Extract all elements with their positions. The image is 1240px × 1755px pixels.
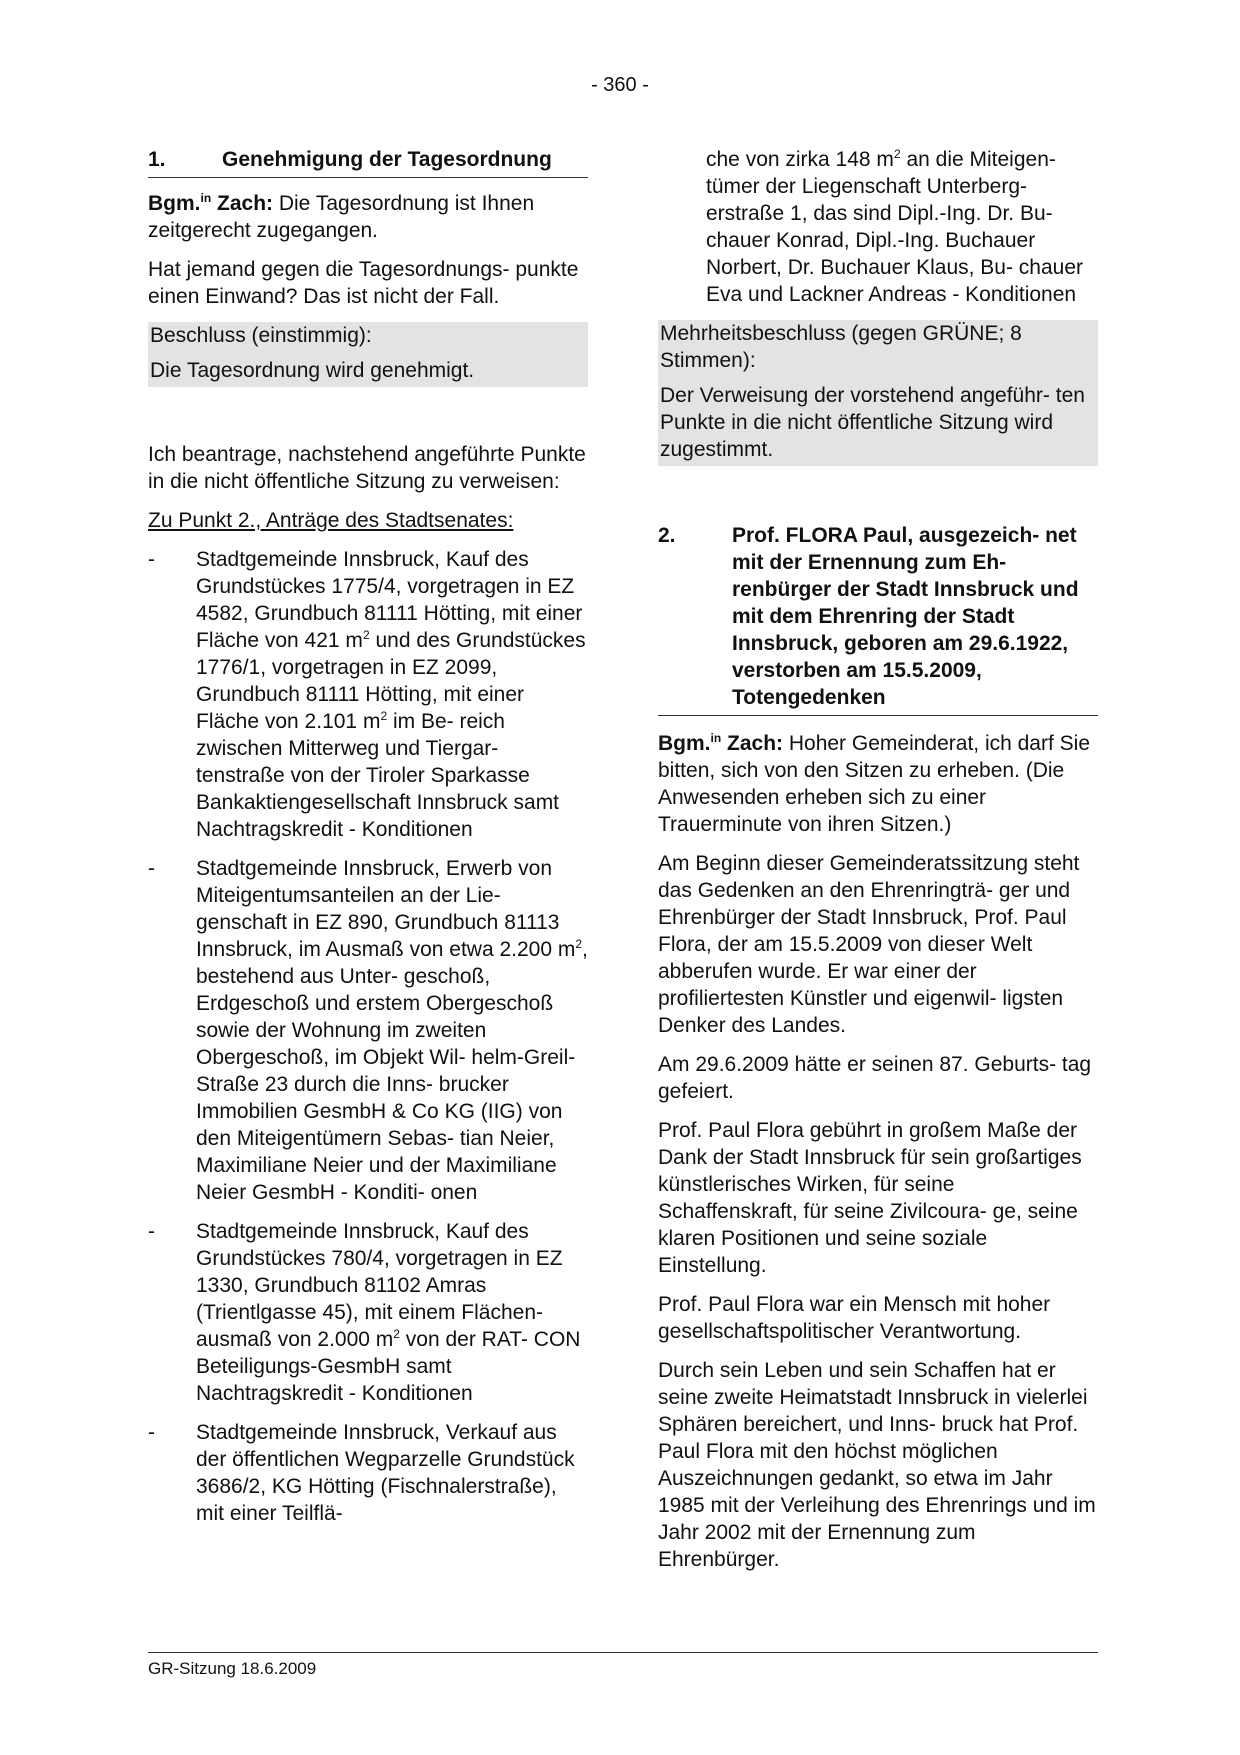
speaker-text: Hoher Gemeinderat, ich darf Sie bitten, sich von den Sitzen zu erheben. (Die Anwesenden erheben sich zu einer Trauerminute von ihren Sitzen.) [658, 732, 1090, 836]
footer-divider [148, 1652, 1098, 1653]
resolution-text: Der Verweisung der vorstehend angeführ- ten Punkte in die nicht öffentliche Sitzung wird zugestimmt. [660, 384, 1085, 461]
speaker-paragraph [148, 190, 588, 244]
paragraph: Am Beginn dieser Gemeinderatssitzung steht das Gedenken an den Ehrenringträ- ger und Ehrenbürger der Stadt Innsbruck, Prof. Paul Flora, der am 15.5.2009 von dieser Welt abberufen wurde. Er war einer der profiliertesten Künstler und eigenwil- ligsten Denker des Landes. [658, 852, 1080, 1037]
resolution-box [658, 320, 1098, 466]
list-text: , bestehend aus Unter- geschoß, Erdgeschoß und erstem Obergeschoß sowie der Wohnung im zweiten Obergeschoß, im Objekt Wil- helm-Greil-Straße 23 durch die Inns- brucker Immobilien GesmbH & Co KG (IIG) von den Miteigentümern Sebas- tian Neier, Maximiliane Neier und der Maximiliane Neier GesmbH - Konditi- onen [196, 938, 588, 1204]
list-item [148, 546, 588, 843]
speaker-paragraph [658, 730, 1098, 838]
paragraph: Am 29.6.2009 hätte er seinen 87. Geburts- tag gefeiert. [658, 1053, 1092, 1103]
list-text: im Be- reich zwischen Mitterweg und Tiergar- tenstraße von der Tiroler Sparkasse Bankaktiengesellschaft Innsbruck samt Nachtragskredit - Konditionen [196, 710, 560, 841]
list-item [148, 1419, 588, 1527]
paragraph: Prof. Paul Flora war ein Mensch mit hoher gesellschaftspolitischer Verantwortung. [658, 1293, 1051, 1343]
list-text: an die Miteigen- tümer der Liegenschaft Unterberg- erstraße 1, das sind Dipl.-Ing. Dr. Bu- chauer Konrad, Dipl.-Ing. Buchauer Norbert, Dr. Buchauer Klaus, Bu- chauer Eva und Lackner Andreas - Konditionen [706, 148, 1084, 306]
speaker-sup: in [710, 731, 722, 745]
list-text: und des Grundstückes 1776/1, vorgetragen in EZ 2099, Grundbuch 81111 Hötting, mit einer Fläche von 2.101 m [196, 629, 586, 733]
section-heading-1 [148, 146, 588, 178]
speaker-text: Die Tagesordnung ist Ihnen zeitgerecht zugegangen. [148, 192, 535, 242]
resolution-box [148, 322, 588, 387]
list-item-continuation [658, 146, 1098, 308]
right-column [658, 146, 1098, 1585]
speaker-name: Zach: [211, 192, 274, 215]
superscript: 2 [393, 1327, 400, 1341]
speaker-name: Zach: [721, 732, 784, 755]
paragraph: Durch sein Leben und sein Schaffen hat er seine zweite Heimatstadt Innsbruck in vielerlei Sphären bereichert, und Inns- bruck hat Prof. Paul Flora mit den höchst möglichen Auszeichnungen gedankt, so etwa im Jahr 1985 mit der Verleihung des Ehrenrings und im Jahr 2002 mit der Ernennung zum Ehrenbürger. [658, 1359, 1096, 1571]
list-text: Stadtgemeinde Innsbruck, Kauf des Grundstückes 780/4, vorgetragen in EZ 1330, Grundbuch 81102 Amras (Trientlgasse 45), mit einem Flächen- ausmaß von 2.000 m [196, 1220, 563, 1351]
list-item [148, 1218, 588, 1407]
list-dash: - [148, 1421, 155, 1444]
resolution-label: Beschluss (einstimmig): [150, 324, 372, 347]
list-dash: - [148, 857, 155, 880]
paragraph: Prof. Paul Flora gebührt in großem Maße der Dank der Stadt Innsbruck für sein großartiges künstlerisches Wirken, für seine Schaffenskraft, für seine Zivilcoura- ge, seine klaren Positionen und seine soziale Einstellung. [658, 1119, 1082, 1277]
superscript: 2 [575, 937, 583, 951]
list-text: Stadtgemeinde Innsbruck, Erwerb von Miteigentumsanteilen an der Lie- genschaft in EZ 890, Grundbuch 81113 Innsbruck, im Ausmaß von etwa 2.200 m [196, 857, 576, 961]
list-text: Stadtgemeinde Innsbruck, Verkauf aus der öffentlichen Wegparzelle Grundstück 3686/2, KG Hötting (Fischnalerstraße), mit einer Teilflä- [196, 1421, 575, 1525]
section-number: 1. [148, 148, 166, 171]
subheading: Zu Punkt 2., Anträge des Stadtsenates: [148, 509, 514, 532]
list-dash: - [148, 548, 155, 571]
superscript: 2 [362, 628, 370, 642]
page-number: - 360 - [591, 74, 649, 96]
list-text: Stadtgemeinde Innsbruck, Kauf des Grundstückes 1775/4, vorgetragen in EZ 4582, Grundbuch 81111 Hötting, mit einer Fläche von 421 m [196, 548, 583, 652]
list-text: che von zirka 148 m [706, 148, 894, 171]
section-number: 2. [658, 524, 676, 547]
speaker-title: Bgm. [148, 192, 201, 215]
section-heading-2 [658, 522, 1098, 716]
superscript: 2 [380, 709, 388, 723]
paragraph: Hat jemand gegen die Tagesordnungs- punkte einen Einwand? Das ist nicht der Fall. [148, 258, 579, 308]
footer: GR-Sitzung 18.6.2009 [148, 1659, 317, 1678]
paragraph: Ich beantrage, nachstehend angeführte Punkte in die nicht öffentliche Sitzung zu verweisen: [148, 443, 586, 493]
resolution-text: Die Tagesordnung wird genehmigt. [150, 359, 475, 382]
section-title: Prof. FLORA Paul, ausgezeich- net mit der Ernennung zum Eh- renbürger der Stadt Innsbruck und mit dem Ehrenring der Stadt Innsbruck, geboren am 29.6.1922, verstorben am 15.5.2009, Totengedenken [732, 524, 1079, 709]
list-dash: - [148, 1220, 155, 1243]
left-column [148, 146, 588, 1539]
list-text: von der RAT- CON Beteiligungs-GesmbH samt Nachtragskredit - Konditionen [196, 1328, 581, 1405]
superscript: 2 [893, 147, 901, 161]
speaker-title: Bgm. [658, 732, 711, 755]
speaker-sup: in [200, 191, 212, 205]
section-title: Genehmigung der Tagesordnung [222, 148, 552, 171]
resolution-label: Mehrheitsbeschluss (gegen GRÜNE; 8 Stimmen): [660, 322, 1022, 372]
list-item [148, 855, 588, 1206]
